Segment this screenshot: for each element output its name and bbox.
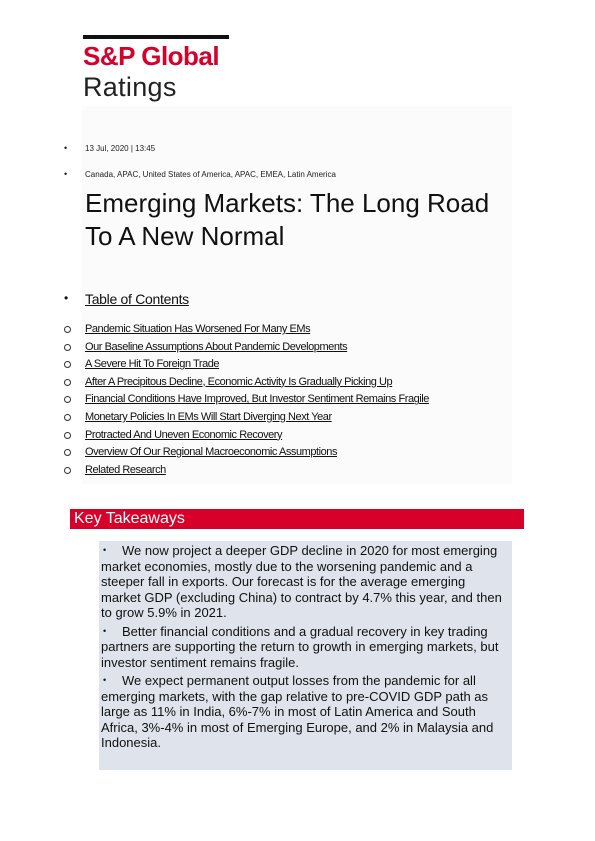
toc-link[interactable]: Monetary Policies In EMs Will Start Diverging Next Year [85,410,332,423]
key-takeaways-heading: Key Takeaways [70,509,524,529]
bullet-icon: • [64,169,68,179]
key-takeaway-item [101,543,508,621]
circle-bullet-icon [64,414,71,421]
table-of-contents-list [64,323,504,481]
logo-brand: S&P Global [83,41,220,71]
toc-item [64,429,504,447]
key-takeaway-item [101,624,508,671]
toc-item [64,393,504,411]
key-takeaway-text: We expect permanent output losses from the pandemic for all emerging markets, with the gap relative to pre-COVID GDP path as large as 11% in India, 6%-7% in most of Latin America and South Africa, 3%-4% in most of Emerging Europe, and 2% in Malaysia and Indonesia. [101,673,494,750]
toc-item [64,464,504,482]
toc-link[interactable]: After A Precipitous Decline, Economic Activity Is Gradually Picking Up [85,375,393,388]
circle-bullet-icon [64,361,71,368]
key-takeaway-text: We now project a deeper GDP decline in 2020 for most emerging market economies, mostly due to the worsening pandemic and a steeper fall in exports. Our forecast is for the average emerging market GDP (excluding China) to contract by 4.7% this year, and then to grow 5.9% in 2021. [101,543,502,620]
circle-bullet-icon [64,449,71,456]
page-title: Emerging Markets: The Long Road To A New Normal [85,188,490,251]
bullet-icon: • [103,545,107,555]
toc-link[interactable]: Related Research [85,463,166,476]
toc-link[interactable]: Pandemic Situation Has Worsened For Many EMs [85,323,311,335]
toc-item [64,411,504,429]
toc-item [64,358,504,376]
circle-bullet-icon [64,379,71,386]
key-takeaway-item [101,673,508,751]
toc-link[interactable]: Protracted And Uneven Economic Recovery [85,428,283,441]
key-takeaway-text: Better financial conditions and a gradual recovery in key trading partners are supporting the return to growth in emerging markets, but investor sentiment remains fragile. [101,623,499,670]
bullet-icon: • [103,625,107,636]
toc-link[interactable]: Our Baseline Assumptions About Pandemic Developments [85,340,348,353]
circle-bullet-icon [64,467,71,474]
logo-subtitle: Ratings [83,72,177,102]
circle-bullet-icon [64,326,71,333]
bullet-icon: • [103,675,107,685]
bullet-icon: • [64,291,69,305]
circle-bullet-icon [64,432,71,439]
toc-link[interactable]: A Severe Hit To Foreign Trade [85,358,220,371]
toc-item [64,376,504,394]
toc-heading-link[interactable]: Table of Contents [85,291,189,307]
toc-link[interactable]: Overview Of Our Regional Macroeconomic Assumptions [85,446,337,459]
logo-bar [83,35,229,39]
circle-bullet-icon [64,396,71,403]
toc-item [64,341,504,359]
publish-date: 13 Jul, 2020 | 13:45 [85,144,156,153]
toc-link[interactable]: Financial Conditions Have Improved, But Investor Sentiment Remains Fragile [85,393,429,406]
regions-list: Canada, APAC, United States of America, APAC, EMEA, Latin America [85,170,336,179]
bullet-icon: • [64,143,68,153]
toc-item [64,446,504,464]
key-takeaways-box [99,541,512,770]
toc-item [64,323,504,341]
sp-global-ratings-logo [83,35,229,102]
circle-bullet-icon [64,344,71,351]
